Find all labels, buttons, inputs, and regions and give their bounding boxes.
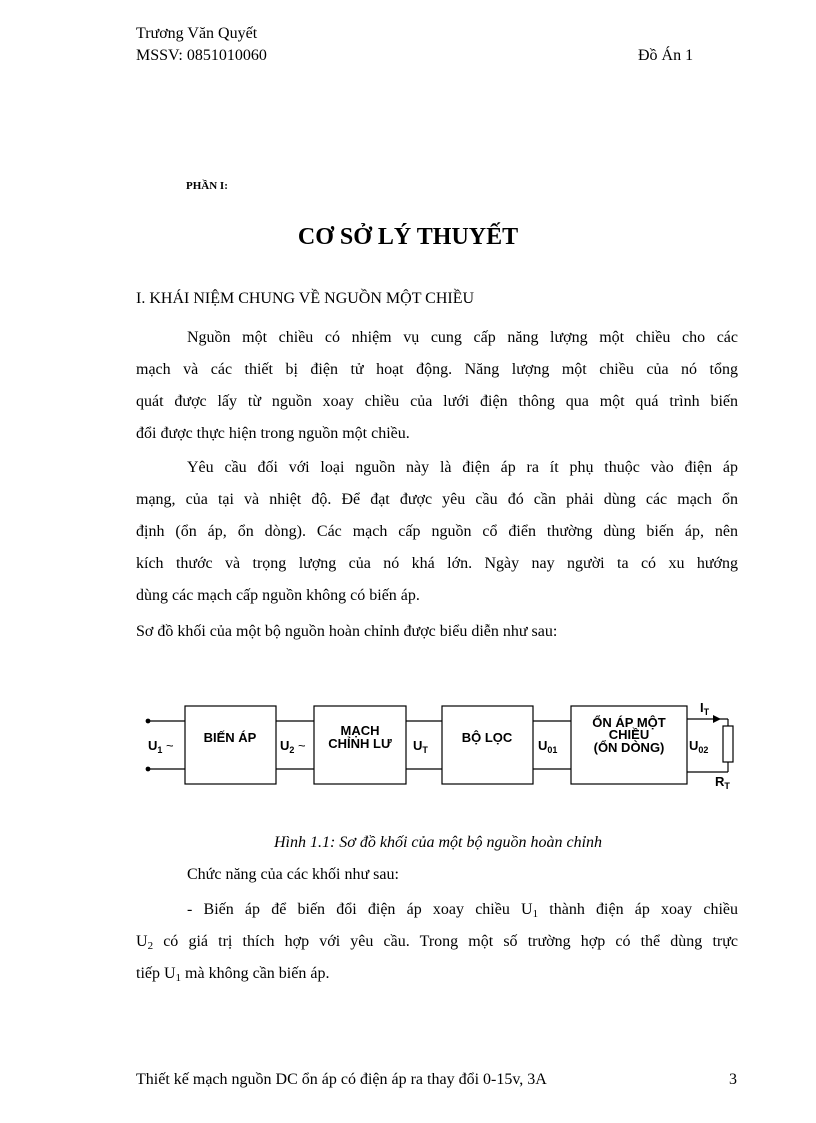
rt-label: $R_T$ <box>715 774 730 791</box>
bullet-transformer <box>136 894 738 990</box>
text-line: Yêu cầu đối với loại nguồn này là điện áp ra ít phụ thuộc vào điện áp <box>187 459 738 476</box>
text-line: định (ổn áp, ổn dòng). Các mạch cấp nguồn cổ điển thường dùng biến áp, nên <box>136 523 738 540</box>
header-student-id: MSSV: 0851010060 <box>136 47 267 64</box>
text-line: Nguồn một chiều có nhiệm vụ cung cấp năng lượng một chiều cho các <box>187 329 738 346</box>
rectifier-label-2: CHỈNH LƯ <box>328 736 392 751</box>
footer-text: Thiết kế mạch nguồn DC ổn áp có điện áp ra thay đổi 0-15v, 3A <box>136 1071 547 1088</box>
header-project: Đồ Án 1 <box>638 47 694 64</box>
filter-block <box>442 706 533 784</box>
regulator-label-3: (ỔN DÒNG) <box>593 740 665 755</box>
rectifier-label-1: MẠCH <box>340 723 380 738</box>
text-line: kích thước và trọng lượng của nó khá lớn. Ngày nay người ta có xu hướng <box>136 555 738 572</box>
text-line: $U_2$ có giá trị thích hợp với yêu cầu. Trong một số trường hợp có thể dùng trực <box>136 933 738 952</box>
text-line: đổi được thực hiện trong nguồn một chiều. <box>136 425 410 442</box>
text-line: dùng các mạch cấp nguồn không có biến áp. <box>136 587 420 604</box>
functions-intro: Chức năng của các khối như sau: <box>187 866 399 883</box>
ut-label: $U_T$ <box>413 738 428 755</box>
page-title: CƠ SỞ LÝ THUYẾT <box>297 224 519 250</box>
regulator-label-2: CHIỀU <box>608 727 650 742</box>
u2-label: $U_2$ ~ <box>280 738 306 755</box>
section-heading: I. KHÁI NIỆM CHUNG VỀ NGUỒN MỘT CHIỀU <box>136 290 475 307</box>
block-diagram-svg <box>130 686 750 806</box>
part-label: PHẦN I: <box>186 180 228 192</box>
text-line: mạch và các thiết bị điện tử hoạt động. Năng lượng một chiều của nó tổng <box>136 361 738 378</box>
page-number: 3 <box>729 1071 737 1088</box>
paragraph-requirements <box>136 452 738 612</box>
text-line: - Biến áp để biến đổi điện áp xoay chiều $U_1$ thành điện áp xoay chiều <box>187 901 738 920</box>
current-arrow-icon <box>713 715 721 723</box>
diagram-intro: Sơ đồ khối của một bộ nguồn hoàn chỉnh được biểu diễn như sau: <box>136 623 558 640</box>
header-author: Trương Văn Quyết <box>136 25 258 42</box>
input-terminal-top <box>146 719 151 724</box>
transformer-label: BIẾN ÁP <box>203 730 257 745</box>
text-line: mạng, của tại và nhiệt độ. Để đạt được yêu cầu đó cần phải dùng các mạch ổn <box>136 491 738 508</box>
block-diagram <box>130 686 750 806</box>
text-line: quát được lấy từ nguồn xoay chiều của lưới điện thông qua một quá trình biến <box>136 393 738 410</box>
input-terminal-bottom <box>146 767 151 772</box>
paragraph-intro <box>136 322 738 450</box>
u01-label: $U_{01}$ <box>538 738 558 755</box>
load-resistor <box>723 726 733 762</box>
transformer-block <box>185 706 276 784</box>
figure-caption: Hình 1.1: Sơ đồ khối của một bộ nguồn hoàn chỉnh <box>273 834 603 851</box>
filter-label: BỘ LỌC <box>461 730 513 745</box>
regulator-label-1: ỔN ÁP MỘT <box>592 715 666 730</box>
u02-label: $U_{02}$ <box>689 738 709 755</box>
text-line: tiếp $U_1$ mà không cần biến áp. <box>136 965 330 984</box>
input-voltage-label: $U_1$ ~ <box>148 738 174 755</box>
it-label: $I_T$ <box>700 700 710 717</box>
